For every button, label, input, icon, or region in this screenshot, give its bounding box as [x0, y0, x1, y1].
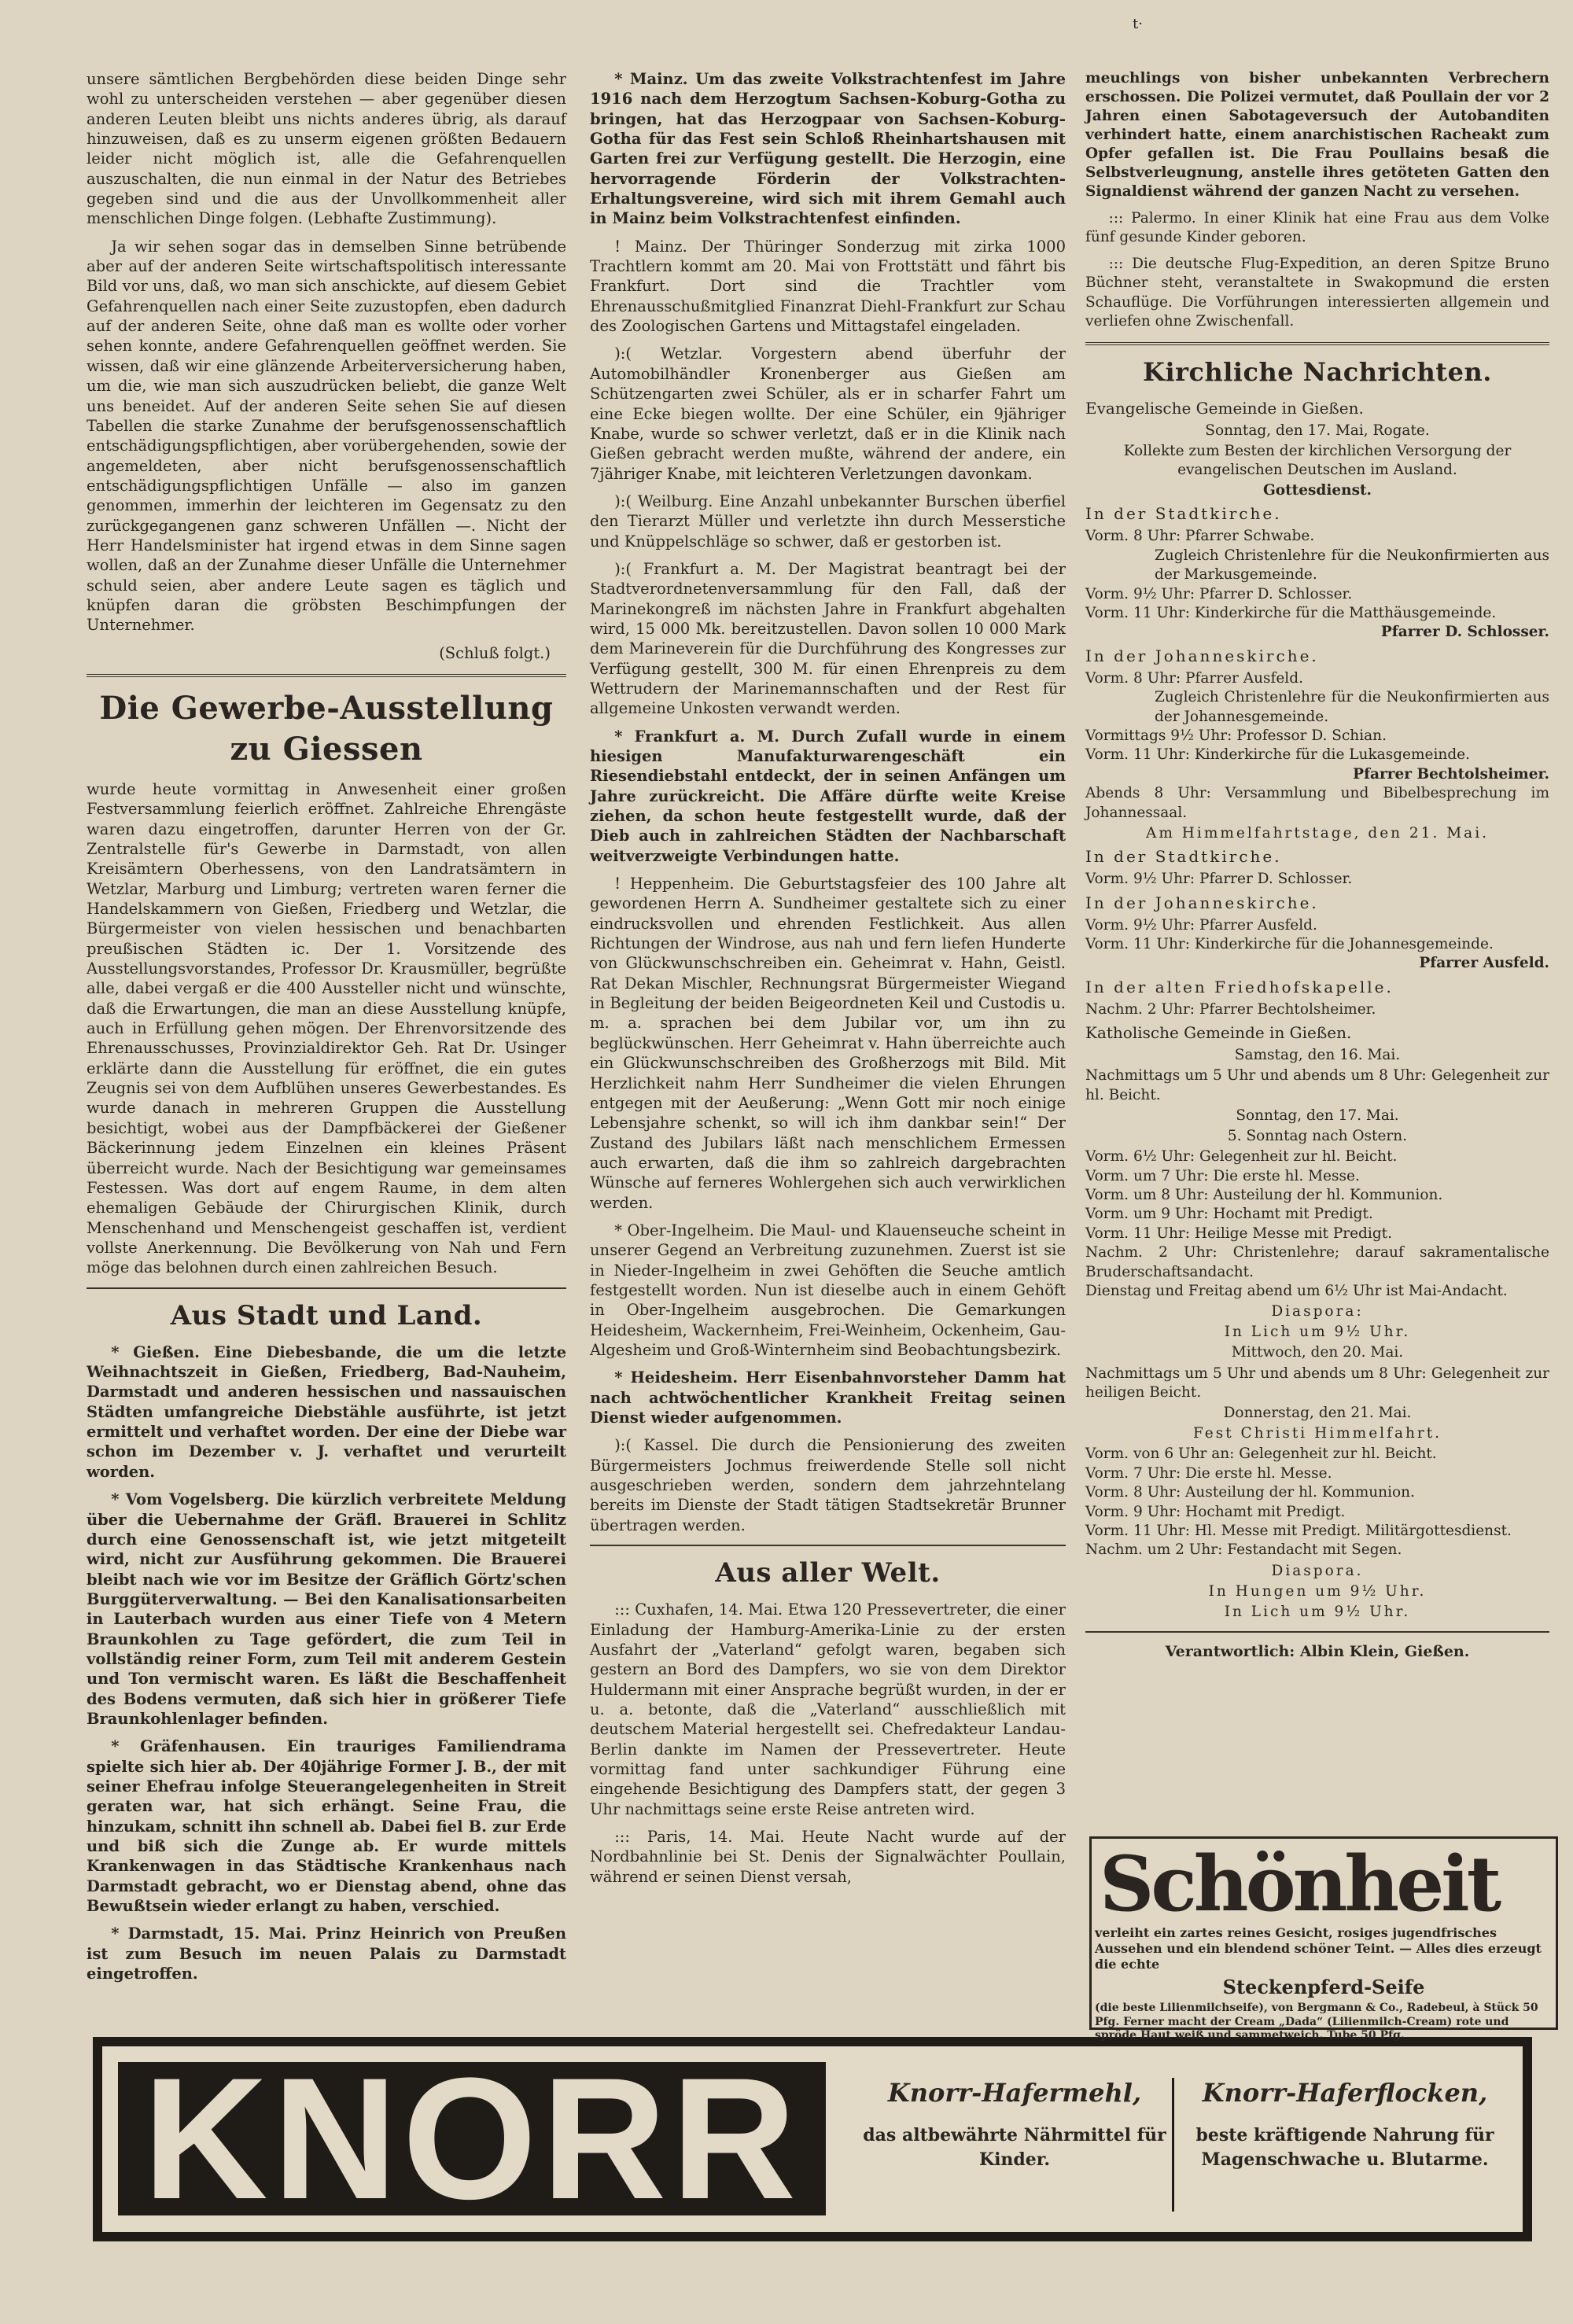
section-title: Die Gewerbe-Ausstellung zu Giessen — [99, 689, 554, 768]
divider — [1085, 1631, 1549, 1633]
church-schedule-line: Abends 8 Uhr: Versammlung und Bibelbesprechung im Johannessaal. — [1085, 785, 1549, 821]
column-3 — [1085, 69, 1549, 1662]
church-schedule-line: Vorm. von 6 Uhr an: Gelegenheit zur hl. Beicht. — [1085, 1446, 1437, 1463]
church-schedule-line: Pfarrer Bechtolsheimer. — [1353, 765, 1549, 783]
news-item: ):( Weilburg. Eine Anzahl unbekannter Burschen überfiel den Tierarzt Müller und verletzte ihn durch Messerstiche und Knüppelschläge so schwer, daß er gestorben ist. — [590, 492, 1066, 551]
section-title: Kirchliche Nachrichten. — [1143, 356, 1492, 387]
divider — [87, 1287, 566, 1289]
schoenheit-details: (die beste Lilienmilchseife), von Bergmann & Co., Radebeul, à Stück 50 Pfg. Ferner macht der Cream „Dada“ (Lilienmilch-Cream) rote und spröde Haut weiß und sammetweich. Tube 50 Pfg. — [1095, 2002, 1538, 2042]
church-schedule-line: Pfarrer Ausfeld. — [1419, 955, 1549, 972]
church-schedule-line: Nachm. 2 Uhr: Christenlehre; darauf sakramentalische Bruderschaftsandacht. — [1085, 1244, 1549, 1280]
church-schedule-line: Mittwoch, den 20. Mai. — [1231, 1344, 1404, 1361]
church-schedule-line: Vorm. 8 Uhr: Pfarrer Ausfeld. — [1085, 669, 1303, 687]
column-2 — [590, 69, 1066, 1895]
church-schedule-line: Donnerstag, den 21. Mai. — [1223, 1405, 1412, 1422]
news-item: ::: Die deutsche Flug-Expedition, an deren Spitze Bruno Büchner steht, veranstaltete in Swakopmund die ersten Schauflüge. Die Vorführungen interessierten allgemein und verliefen ohne Zwischenfall. — [1085, 256, 1549, 330]
church-schedule — [1085, 398, 1549, 1622]
church-schedule-line: Fest Christi Himmelfahrt. — [1192, 1425, 1442, 1442]
news-item: ::: Cuxhafen, 14. Mai. Etwa 120 Pressevertreter, die einer Einladung der Hamburg-Amerika-Linie zu der ersten Ausfahrt der „Vaterland“ gefolgt waren, begaben sich gestern an Bord des Dampfers, wo sie von dem Direktor Huldermann mit einer Ansprache begrüßt wurden, in der er u. a. betonte, daß die „Vaterland“ ausschließlich mit deutschem Material hergestellt sei. Chefredakteur Landau-Berlin dankte im Namen der Pressevertreter. Heute vormittag fand unter sachkundiger Führung eine eingehende Besichtigung des Dampfers statt, der gegen 3 Uhr nachmittags seine erste Reise antreten wird. — [590, 1600, 1066, 1818]
news-item: ::: Paris, 14. Mai. Heute Nacht wurde auf der Nordbahnlinie bei St. Denis der Signalwächter Poullain, während er seinen Dienst versah, — [590, 1828, 1066, 1886]
knorr-hafermehl-text: das altbewährte Nährmittel für Kinder. — [863, 2125, 1166, 2170]
news-item: ! Mainz. Der Thüringer Sonderzug mit zirka 1000 Trachtlern kommt am 20. Mai von Frottstätt und fährt bis Frankfurt. Dort sind die Trachtler vom Ehrenausschußmitglied Finanzrat Diehl-Frankfurt zur Schau des Zoologischen Gartens und Mittagstafel eingeladen. — [590, 237, 1066, 336]
church-schedule-line: Vorm. 6½ Uhr: Gelegenheit zur hl. Beicht. — [1085, 1148, 1398, 1166]
page-mark: t· — [1133, 16, 1143, 32]
church-schedule-line: Gottesdienst. — [1262, 482, 1372, 499]
knorr-logo: KNORR — [118, 2062, 826, 2215]
church-schedule-line: In der alten Friedhofskapelle. — [1085, 977, 1394, 996]
church-schedule-line: Am Himmelfahrtstage, den 21. Mai. — [1145, 825, 1490, 842]
news-item: meuchlings von bisher unbekannten Verbrechern erschossen. Die Polizei vermutet, daß Poullain der vor 2 Jahren einen Sabotageversuch der Autobanditen verhindert hatte, einem anarchistischen Racheakt zum Opfer gefallen ist. Die Frau Poullains besaß die Selbstverleugnung, anstelle ihres getöteten Gatten den Signaldienst während der ganzen Nacht zu versehen. — [1085, 70, 1549, 201]
schoenheit-title: Schönheit — [1100, 1840, 1499, 1928]
knorr-hafermehl-box — [857, 2078, 1174, 2212]
ad-knorr-inner — [102, 2042, 1523, 2235]
church-schedule-line: Zugleich Christenlehre für die Neukonfirmierten aus der Markusgemeinde. — [1155, 547, 1549, 584]
divider — [87, 674, 566, 677]
church-schedule-line: Sonntag, den 17. Mai, Rogate. — [1205, 422, 1430, 440]
church-schedule-line: Nachmittags um 5 Uhr und abends um 8 Uhr: Gelegenheit zur heiligen Beicht. — [1085, 1365, 1549, 1401]
church-schedule-line: Vorm. 8 Uhr: Pfarrer Schwabe. — [1085, 528, 1315, 545]
news-item: ::: Palermo. In einer Klinik hat eine Frau aus dem Volke fünf gesunde Kinder geboren. — [1085, 210, 1549, 246]
closing-note: (Schluß folgt.) — [439, 643, 551, 662]
church-schedule-line: Sonntag, den 17. Mai. — [1236, 1107, 1399, 1125]
knorr-hafermehl-title: Knorr-Hafermehl, — [887, 2078, 1142, 2108]
divider — [590, 1545, 1066, 1546]
church-schedule-line: Vorm. 11 Uhr: Hl. Messe mit Predigt. Militärgottesdienst. — [1085, 1523, 1512, 1540]
news-item: ):( Frankfurt a. M. Der Magistrat beantragt bei der Stadtverordnetenversammlung für den Fall, daß der Marinekongreß im nächsten Jahre in Frankfurt abgehalten wird, 15 000 Mk. bereitzustellen. Davon sollen 10 000 Mark dem Marineverein für die Durchführung des Kongresses zur Verfügung gestellt, 300 M. für einen Ehrenpreis zu dem Wettrudern der Marinemannschaften und der Rest für allgemeine Unkosten verwandt werden. — [590, 559, 1066, 718]
church-schedule-line: Vorm. 7 Uhr: Die erste hl. Messe. — [1085, 1464, 1332, 1482]
church-schedule-line: Vorm. 11 Uhr: Kinderkirche für die Matthäusgemeinde. — [1085, 605, 1497, 622]
news-item: * Frankfurt a. M. Durch Zufall wurde in einem hiesigen Manufakturwarengeschäft ein Riesendiebstahl entdeckt, der in seinen Anfängen um Jahre zurückreicht. Die Affäre dürfte weite Kreise ziehen, da schon heute festgestellt wurde, daß der Dieb auch in zahlreichen Städten der Nachbarschaft weitverzweigte Verbindungen hatte. — [590, 727, 1066, 865]
knorr-haferflocken-box — [1188, 2078, 1502, 2212]
news-item: ! Heppenheim. Die Geburtstagsfeier des 100 Jahre alt gewordenen Herrn A. Sundheimer gestaltete sich zu einer eindrucksvollen und ehrenden Festlichkeit. Aus allen Richtungen der Windrose, aus nah und fern liefen Hunderte von Glückwunschschreiben ein. Geheimrat v. Hahn, Geistl. Rat Dekan Mischler, Rechnungsrat Bürgermeister Wiegand in Begleitung der beiden Beigeordneten Keil und Custodis u. m. a. sprachen bei dem Jubilar vor, um ihn zu beglückwünschen. Herr Geheimrat v. Hahn überreichte auch ein Glückwunschschreiben des Großherzogs mit Bild. Mit Herzlichkeit nahm Herr Sundheimer die vielen Ehrungen entgegen mit der Aeußerung: „Wenn Gott mir noch einige Lebensjahre schenkt, so will ich ihm dankbar sein!“ Der Zustand des Jubilars läßt nach menschlichem Ermessen auch erwarten, daß die ihm so zahlreich dargebrachten Wünsche auf ferneres Wohlergehen sich auch verwirklichen werden. — [590, 875, 1066, 1212]
church-schedule-line: In der Johanneskirche. — [1085, 893, 1319, 912]
knorr-haferflocken-text: beste kräftigende Nahrung für Magenschwache u. Blutarme. — [1195, 2125, 1494, 2170]
church-schedule-line: Nachm. 2 Uhr: Pfarrer Bechtolsheimer. — [1085, 1000, 1376, 1018]
news-item: * Gräfenhausen. Ein trauriges Familiendrama spielte sich hier ab. Der 40jährige Former J. B., der mit seiner Ehefrau infolge Steuerangelegenheiten in Streit geraten war, hat sich erhängt. Seine Frau, die hinzukam, schnitt ihn schnell ab. Dabei fiel B. zur Erde und biß sich die Zunge ab. Er wurde mittels Krankenwagen in das Städtische Krankenhaus nach Darmstadt gebracht, wo er Dienstag abend, ohne das Bewußtsein wieder erlangt zu haben, verschied. — [87, 1737, 566, 1916]
section-title: Aus aller Welt. — [715, 1557, 941, 1589]
church-schedule-line: Samstag, den 16. Mai. — [1234, 1047, 1401, 1064]
church-schedule-line: 5. Sonntag nach Ostern. — [1227, 1128, 1408, 1145]
article-paragraph: Ja wir sehen sogar das in demselben Sinne betrübende aber auf der anderen Seite wirtschaftspolitisch interessante Bild vor uns, daß, wo man sich anschickte, auf diesem Gebiet Gefahrenquellen nach einer Seite zuzustopfen, eben dadurch auf der anderen Seite, ohne daß man es wollte oder vorher sehen konnte, andere Gefahrenquellen geöffnet werden. Sie wissen, daß wir eine glänzende Arbeiterversicherung haben, um die, wie man sich auszudrücken beliebt, die ganze Welt uns beneidet. Auf der anderen Seite sehen Sie auf diesen Tabellen die starke Zunahme der berufsgenossenschaftlich entschädigungspflichtigen, aber vorübergehenden, sowie der angemeldeten, aber nicht berufsgenossenschaftlich entschädigungspflichtigen Unfälle — also im ganzen genommen, immerhin der leichteren im Gegensatz zu den zurückgegangenen ganz schweren Unfällen —. Nicht der Herr Handelsminister hat irgend etwas in dem Sinne sagen wollen, daß an der Zunahme dieser Unfälle die Unternehmer schuld seien, aber andere Leute sagen es täglich und knüpfen daran die gröbsten Beschimpfungen der Unternehmer. — [87, 237, 566, 635]
article-paragraph: wurde heute vormittag in Anwesenheit einer großen Festversammlung feierlich eröffnet. Zahlreiche Ehrengäste waren dazu eingetroffen, darunter Herren von der Gr. Zentralstelle für's Gewerbe in Darmstadt, von allen Kreisämtern Oberhessens, von den Landratsämtern in Wetzlar, Marburg und Limburg; vertreten waren ferner die Handelskammern von Gießen, Friedberg und Wetzlar, die Bürgermeister von vielen hessischen und benachbarten preußischen Städten ic. Der 1. Vorsitzende des Ausstellungsvorstandes, Professor Dr. Krausmüller, begrüßte alle, dabei vergaß er die 400 Aussteller nicht und wünschte, daß die Erwartungen, die man an diese Ausstellung knüpfe, auch in Erfüllung gehen mögen. Der Ehrenvorsitzende des Ehrenausschusses, Provinzialdirektor Geh. Rat Dr. Usinger erklärte dann die Ausstellung für eröffnet, die ein gutes Zeugnis sei von dem Aufblühen unseres Gewerbestandes. Es wurde danach in mehreren Gruppen die Ausstellung besichtigt, wobei aus der Dampfbäckerei der Gießener Bäckerinnung jedem Einzelnen ein kleines Präsent überreicht wurde. Nach der Besichtigung war gemeinsames Festessen. Was dort auf engem Raume, in dem alten ehemaligen Gebäude der Chirurgischen Klinik, durch Menschenhand und Menschengeist geschaffen ist, verdient vollste Anerkennung. Die Bevölkerung von Nah und Fern möge das belohnen durch einen zahlreichen Besuch. — [87, 779, 566, 1277]
church-schedule-line: Vorm. 9 Uhr: Hochamt mit Predigt. — [1085, 1503, 1346, 1520]
church-schedule-line: Vorm. um 7 Uhr: Die erste hl. Messe. — [1085, 1167, 1360, 1184]
news-item: * Darmstadt, 15. Mai. Prinz Heinrich von Preußen ist zum Besuch im neuen Palais zu Darmstadt eingetroffen. — [87, 1924, 566, 1983]
church-schedule-line: In der Stadtkirche. — [1085, 847, 1282, 867]
church-schedule-line: Vorm. um 9 Uhr: Hochamt mit Predigt. — [1085, 1206, 1373, 1223]
news-item: * Heidesheim. Herr Eisenbahnvorsteher Damm hat nach achtwöchentlicher Krankheit Freitag seinen Dienst wieder aufgenommen. — [590, 1368, 1066, 1427]
article-paragraph: unsere sämtlichen Bergbehörden diese beiden Dinge sehr wohl zu unterscheiden verstehen — aber gegenüber diesen anderen Leuten bleibt uns nichts anderes übrig, als darauf hinzuweisen, daß es zu unserm eigenen größten Bedauern leider nicht möglich ist, alle die Gefahrenquellen auszuschalten, die nun einmal in der Natur des Betriebes gegeben sind und die aus der Unvollkommenheit aller menschlichen Dinge folgen. (Lebhafte Zustimmung). — [87, 70, 566, 228]
church-schedule-line: In der Johanneskirche. — [1085, 646, 1319, 665]
church-schedule-line: Vorm. um 8 Uhr: Austeilung der hl. Kommunion. — [1085, 1186, 1443, 1203]
church-schedule-line: Pfarrer D. Schlosser. — [1380, 624, 1549, 641]
church-schedule-line: Vorm. 9½ Uhr: Pfarrer Ausfeld. — [1085, 916, 1317, 934]
church-schedule-line: Vorm. 9½ Uhr: Pfarrer D. Schlosser. — [1085, 585, 1353, 602]
church-schedule-line: Katholische Gemeinde in Gießen. — [1085, 1023, 1352, 1043]
column-1 — [87, 69, 566, 1991]
church-schedule-line: In Lich um 9½ Uhr. — [1224, 1324, 1411, 1341]
church-schedule-line: In der Stadtkirche. — [1085, 504, 1282, 524]
section-title: Aus Stadt und Land. — [170, 1299, 483, 1331]
ad-knorr — [93, 2037, 1532, 2241]
news-item: ):( Wetzlar. Vorgestern abend überfuhr der Automobilhändler Kronenberger aus Gießen am Schützengarten zwei Schüler, als er in scharfer Fahrt um eine Ecke biegen wollte. Der eine Schüler, ein 9jähriger Knabe, wurde so schwer verletzt, daß er in die Klinik nach Gießen gebracht werden mußte, während der andere, ein 7jähriger Knabe, mit leichteren Verletzungen davonkam. — [590, 344, 1066, 483]
news-item: * Gießen. Eine Diebesbande, die um die letzte Weihnachtszeit in Gießen, Friedberg, Bad-Nauheim, Darmstadt und anderen hessischen und nassauischen Städten umfangreiche Diebstähle ausführte, ist jetzt ermittelt und verhaftet worden. Der eine der Diebe war schon im Dezember v. J. verhaftet und verurteilt worden. — [87, 1342, 566, 1481]
church-schedule-line: Nachmittags um 5 Uhr und abends um 8 Uhr: Gelegenheit zur hl. Beicht. — [1085, 1067, 1549, 1103]
church-schedule-line: Kollekte zum Besten der kirchlichen Versorgung der evangelischen Deutschen im Ausland. — [1123, 443, 1512, 479]
schoenheit-text: verleiht ein zartes reines Gesicht, rosiges jugendfrisches Aussehen und ein blendend schöner Teint. — Alles dies erzeugt die echte — [1095, 1925, 1542, 1972]
church-schedule-line: Vormittags 9½ Uhr: Professor D. Schian. — [1085, 727, 1387, 745]
church-schedule-line: Vorm. 11 Uhr: Kinderkirche für die Lukasgemeinde. — [1085, 746, 1470, 764]
church-schedule-line: Dienstag und Freitag abend um 6½ Uhr ist Mai-Andacht. — [1085, 1282, 1508, 1299]
church-schedule-line: In Hungen um 9½ Uhr. — [1208, 1582, 1427, 1600]
church-schedule-line: Nachm. um 2 Uhr: Festandacht mit Segen. — [1085, 1541, 1402, 1559]
church-schedule-line: Evangelische Gemeinde in Gießen. — [1085, 399, 1364, 418]
ad-schoenheit-box — [1089, 1836, 1558, 2042]
church-schedule-line: Vorm. 9½ Uhr: Pfarrer D. Schlosser. — [1085, 871, 1353, 888]
church-schedule-line: In Lich um 9½ Uhr. — [1224, 1603, 1411, 1620]
news-item: * Vom Vogelsberg. Die kürzlich verbreitete Meldung über die Uebernahme der Gräfl. Brauerei in Schlitz durch eine Genossenschaft ist, wie jetzt mitgeteilt wird, nicht zur Ausführung gekommen. Die Brauerei bleibt nach wie vor im Besitze der Gräflich Görtz'schen Burggüterverwaltung. — Bei den Kanalisationsarbeiten in Lauterbach wurden aus einer Tiefe von 4 Metern Braunkohlen zu Tage gefördert, die zum Teil in vollständig reiner Form, zum Teil mit anderem Gestein und Ton vermischt waren. Es läßt die Beschaffenheit des Bodens vermuten, daß sich hier in größerer Tiefe Braunkohlenlager befinden. — [87, 1490, 566, 1728]
news-item: ):( Kassel. Die durch die Pensionierung des zweiten Bürgermeisters Jochmus freiwerdende Stelle soll nicht ausgeschrieben werden, sondern dem jahrzehntelang bereits im Dienste der Stadt tätigen Stadtsekretär Brunner übertragen werden. — [590, 1436, 1066, 1534]
responsible-editor: Verantwortlich: Albin Klein, Gießen. — [1165, 1642, 1470, 1660]
divider — [1085, 342, 1549, 345]
church-schedule-line: Diaspora. — [1271, 1562, 1364, 1579]
church-schedule-line: Zugleich Christenlehre für die Neukonfirmierten aus der Johannesgemeinde. — [1155, 689, 1549, 725]
church-schedule-line: Diaspora: — [1271, 1303, 1364, 1320]
news-item: * Ober-Ingelheim. Die Maul- und Klauenseuche scheint in unserer Gegend an Verbreitung zuzunehmen. Zuerst ist sie in Nieder-Ingelheim in zwei Gehöften die Seuche amtlich festgestellt worden. Nun ist dieselbe auch in einem Gehöft in Ober-Ingelheim ausgebrochen. Die Gemarkungen Heidesheim, Wackernheim, Frei-Weinheim, Ockenheim, Gau-Algesheim und Groß-Winternheim sind Beobachtungsbezirk. — [590, 1221, 1066, 1359]
church-schedule-line: Vorm. 11 Uhr: Kinderkirche für die Johannesgemeinde. — [1085, 935, 1494, 952]
schoenheit-brand: Steckenpferd-Seife — [1222, 1976, 1425, 1998]
news-item: * Mainz. Um das zweite Volkstrachtenfest im Jahre 1916 nach dem Herzogtum Sachsen-Koburg-Gotha zu bringen, hat das Herzogpaar von Sachsen-Koburg-Gotha für das Fest sein Schloß Rheinhartshausen mit Garten frei zur Verfügung gestellt. Die Herzogin, eine hervorragende Förderin der Volkstrachten-Erhaltungsvereine, wird sich mit ihrem Gemahl auch in Mainz beim Volkstrachtenfest einfinden. — [590, 70, 1066, 228]
knorr-haferflocken-title: Knorr-Haferflocken, — [1202, 2078, 1488, 2108]
church-schedule-line: Vorm. 8 Uhr: Austeilung der hl. Kommunion. — [1085, 1484, 1415, 1501]
church-schedule-line: Vorm. 11 Uhr: Heilige Messe mit Predigt. — [1085, 1225, 1392, 1242]
